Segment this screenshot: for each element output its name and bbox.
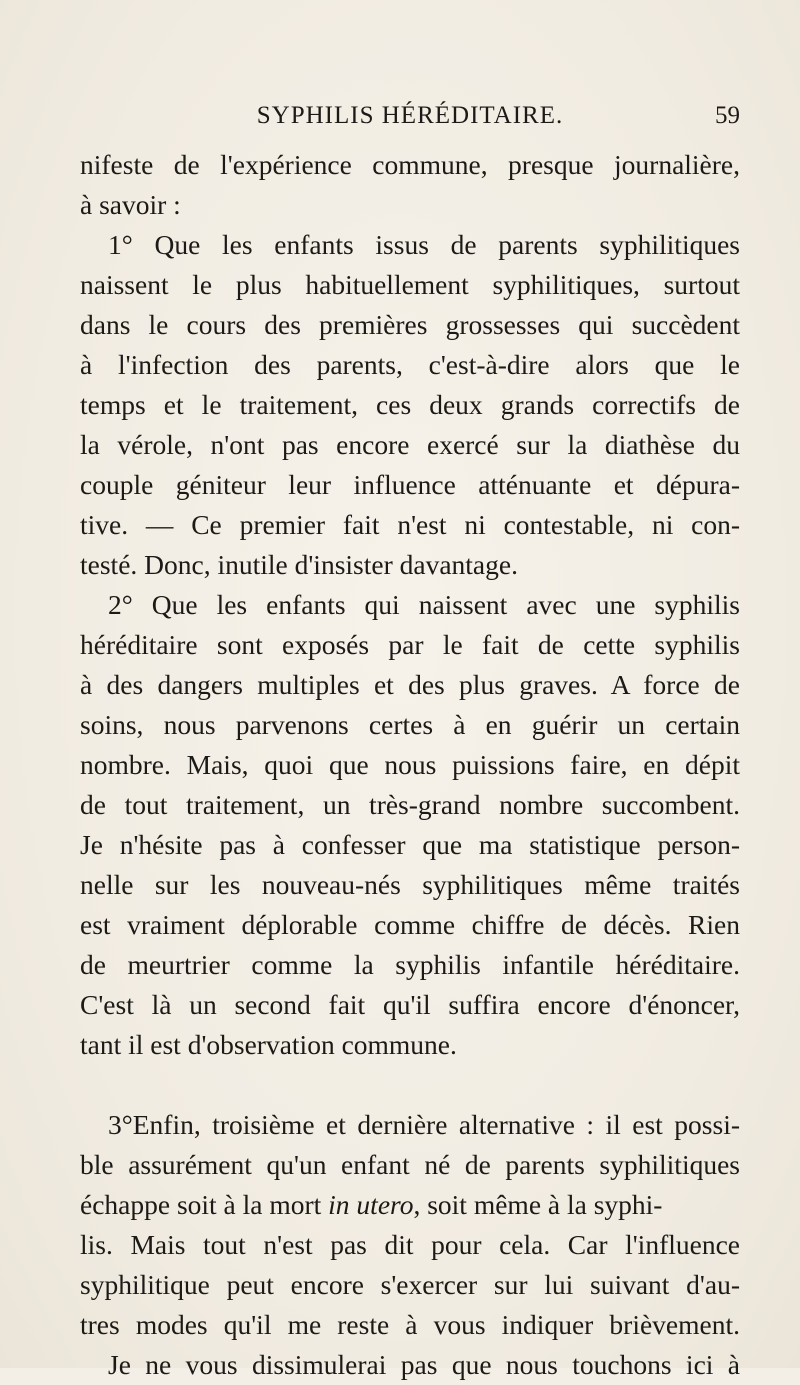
text-line: est vraiment déplorable comme chiffre de décès. Rien [80,909,740,940]
text-line: tres modes qu'il me reste à vous indiquer brièvement. [80,1309,740,1340]
text-line: de meurtrier comme la syphilis infantile héréditaire. [80,949,740,980]
text-line: de tout traitement, un très-grand nombre succombent. [80,789,740,820]
text-line: tive. — Ce premier fait n'est ni contestable, ni con- [80,509,740,540]
text-line: syphilitique peut encore s'exercer sur lui suivant d'au- [80,1269,740,1300]
text-line: nelle sur les nouveau-nés syphilitiques même traités [80,869,740,900]
text-line: 2° Que les enfants qui naissent avec une syphilis [108,589,740,620]
paragraph-gap [80,1065,740,1105]
text-line: à l'infection des parents, c'est-à-dire alors que le [80,349,740,380]
text-line: couple géniteur leur influence atténuante et dépura- [80,469,740,500]
text-line: héréditaire sont exposés par le fait de cette syphilis [80,629,740,660]
text-line: lis. Mais tout n'est pas dit pour cela. Car l'influence [80,1229,740,1260]
text-line: 3°Enfin, troisième et dernière alternative : il est possi- [108,1109,740,1140]
text-line: nombre. Mais, quoi que nous puissions faire, en dépit [80,749,740,780]
text-line: nifeste de l'expérience commune, presque journalière, [80,149,740,180]
body-text [80,145,740,1385]
text-line: à savoir : [80,189,181,220]
running-title: SYPHILIS HÉRÉDITAIRE. [256,102,564,129]
text-run: , soit même à la syphi- [413,1189,663,1220]
page-header [80,98,740,132]
text-line: tant il est d'observation commune. [80,1029,457,1060]
text-run: échappe soit à la mort [80,1189,329,1220]
text-line: C'est là un second fait qu'il suffira encore d'énoncer, [80,989,740,1020]
text-line [80,1185,740,1225]
text-line: 1° Que les enfants issus de parents syphilitiques [108,229,740,260]
text-line: à des dangers multiples et des plus graves. A force de [80,669,740,700]
text-line: ble assurément qu'un enfant né de parents syphilitiques [80,1149,740,1180]
text-line: la vérole, n'ont pas encore exercé sur la diathèse du [80,429,740,460]
text-line: testé. Donc, inutile d'insister davantage. [80,549,518,580]
text-line: soins, nous parvenons certes à en guérir un certain [80,709,740,740]
text-line: temps et le traitement, ces deux grands correctifs de [80,389,740,420]
text-line: dans le cours des premières grossesses qui succèdent [80,309,740,340]
italic-phrase: in utero [328,1189,414,1220]
text-line: Je n'hésite pas à confesser que ma statistique person- [80,829,740,860]
text-line: Je ne vous dissimulerai pas que nous touchons ici à [108,1349,740,1380]
text-line: naissent le plus habituellement syphilitiques, surtout [80,269,740,300]
page-number: 59 [715,102,740,129]
